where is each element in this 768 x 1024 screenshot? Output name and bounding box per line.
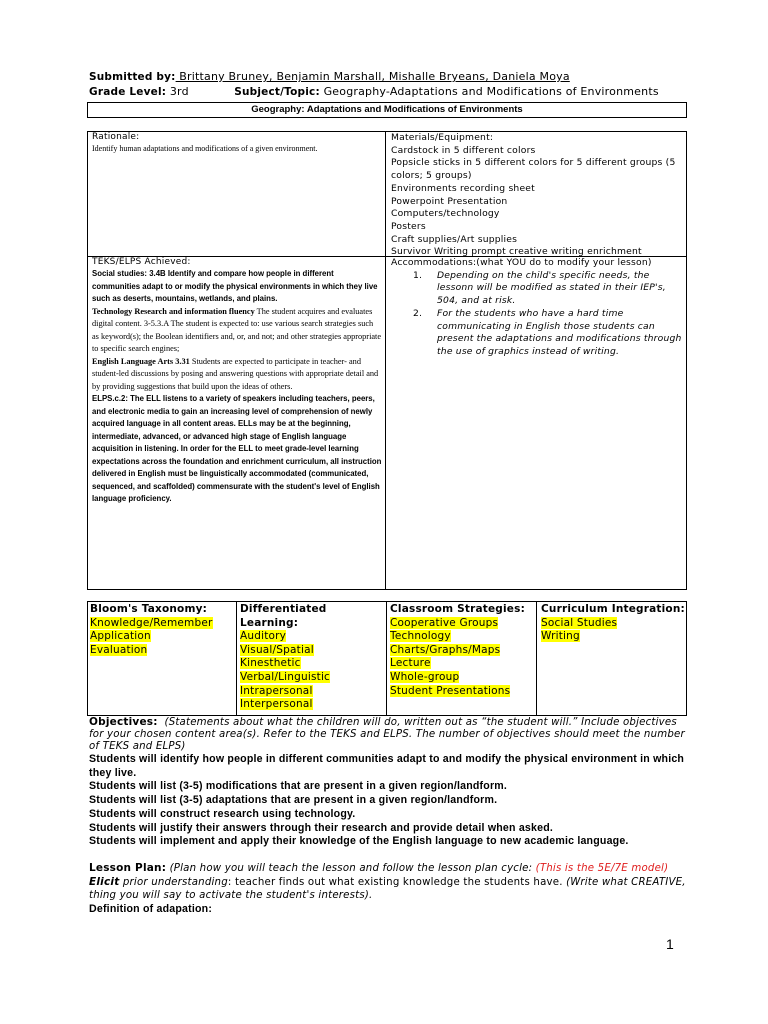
definition-heading: Definition of adapation: <box>89 903 213 916</box>
differentiated-item: Auditory <box>240 630 287 643</box>
lesson-plan-label: Lesson Plan: <box>89 862 167 874</box>
blooms-heading: Bloom's Taxonomy: <box>90 603 208 615</box>
submitted-names: Brittany Bruney, Benjamin Marshall, Mishalle Bryeans, Daniela Moya <box>175 70 570 83</box>
integration-item: Social Studies <box>541 616 618 629</box>
strategies-column <box>390 603 534 698</box>
strategies-item: Cooperative Groups <box>390 616 499 629</box>
blooms-column <box>90 603 234 657</box>
elicit-note: (Write what CREATIVE, thing you will say to activate the student's interests). <box>89 876 686 902</box>
teks-elps: ELPS.c.2: The ELL listens to a variety of speakers including teachers, peers, and electronic media to gain an increasing level of comprehension of newly acquired language in all content areas. ELLs may be at the beginning, intermediate, advanced, or advanced high stage of English language acquisition in listening. In order for the ELL to meet grade-level learning expectations across the foundation and enrichment curriculum, all instruction delivered in English must be linguistically accommodated (communicated, sequenced, and scaffolded) commensurate with the student's level of English language proficiency. <box>92 394 382 503</box>
materials-item: Craft supplies/Art supplies <box>391 233 518 245</box>
materials-label: Materials/Equipment: <box>391 132 494 143</box>
teks-social-studies: Social studies: 3.4B Identify and compare how people in different communities adapt to or modify the physical environments in which they live such as deserts, mountains, wetlands, and plains. <box>92 269 378 303</box>
lesson-plan-model-note: (This is the 5E/7E model) <box>535 863 669 874</box>
teks-technology-body: The student acquires and evaluates digital content. 3-5.3.A The student is expected to: use various search strategies such as keyword(s); the Boolean identifiers and, or, and not; and other strategies appropriate to specific search engines; <box>92 306 382 353</box>
differentiated-item: Kinesthetic <box>240 657 301 670</box>
integration-heading: Curriculum Integration: <box>541 603 685 615</box>
materials-item: Posters <box>391 220 426 232</box>
differentiated-item: Intrapersonal <box>240 684 313 697</box>
differentiated-column <box>240 603 384 712</box>
objectives-note: (Statements about what the children will do, written out as “the student will.” Include objectives for your chosen content area(s). Refer to the TEKS and ELPS. The number of objectives should meet the number of TEKS and ELPS) <box>89 717 685 752</box>
taxonomy-divider <box>236 601 237 716</box>
page-number: 1 <box>666 936 674 952</box>
grade-label: Grade Level: <box>89 86 167 98</box>
list-text: Depending on the child's specific needs, the lessonn will be modified as stated in their IEP's, 504, and at risk. <box>437 269 666 307</box>
materials-item: Powerpoint Presentation <box>391 195 508 207</box>
blooms-item: Evaluation <box>90 643 148 656</box>
differentiated-item: Interpersonal <box>240 698 313 711</box>
list-item <box>391 270 683 308</box>
subject-value: Geography-Adaptations and Modifications of Environments <box>323 85 659 98</box>
taxonomy-divider <box>536 601 537 716</box>
accommodations-label: Accommodations:(what YOU do to modify your lesson) <box>391 257 652 268</box>
elicit-prior: prior understanding <box>119 876 228 888</box>
objectives-section <box>89 716 689 849</box>
strategies-item: Whole-group <box>390 670 460 683</box>
objective-item: Students will implement and apply their knowledge of the English language to new academic language. <box>89 835 629 848</box>
strategies-heading: Classroom Strategies: <box>390 603 525 615</box>
teks-ela <box>92 356 382 394</box>
objective-item: Students will list (3-5) adaptations that are present in a given region/landform. <box>89 794 498 807</box>
teks-technology <box>92 306 382 356</box>
teks-ela-head: English Language Arts 3.31 <box>92 356 190 366</box>
grade-value: 3rd <box>169 85 189 98</box>
strategies-item: Student Presentations <box>390 684 511 697</box>
submitted-by-line <box>89 70 570 83</box>
strategies-item: Charts/Graphs/Maps <box>390 643 501 656</box>
teks-ela-body: Students are expected to participate in teacher- and student-led discussions by posing and answering questions with appropriate detail and by providing suggestions that build upon the ideas of others. <box>92 356 379 391</box>
materials-item: Cardstock in 5 different colors <box>391 144 536 156</box>
teks-cell <box>92 257 382 506</box>
teks-technology-head: Technology Research and information fluency <box>92 306 255 316</box>
materials-item: Survivor Writing prompt creative writing enrichment <box>391 246 642 258</box>
integration-column <box>541 603 685 644</box>
taxonomy-divider <box>386 601 387 716</box>
accommodations-list <box>391 270 683 359</box>
materials-item: Popsicle sticks in 5 different colors for 5 different groups (5 colors; 5 groups) <box>391 157 676 182</box>
submitted-label: Submitted by: <box>89 71 176 83</box>
differentiated-item: Verbal/Linguistic <box>240 670 331 683</box>
materials-item: Computers/technology <box>391 208 500 220</box>
elicit-label: Elicit <box>89 875 120 888</box>
integration-item: Writing <box>541 630 580 643</box>
teks-label: TEKS/ELPS Achieved: <box>92 257 191 267</box>
lesson-plan-note: (Plan how you will teach the lesson and follow the lesson plan cycle: <box>169 863 536 874</box>
strategies-item: Lecture <box>390 657 431 670</box>
objective-item: Students will identify how people in different communities adapt to and modify the physical environment in which they live. <box>89 753 685 779</box>
rationale-label: Rationale: <box>92 132 140 142</box>
strategies-item: Technology <box>390 630 451 643</box>
rationale-text: Identify human adaptations and modifications of a given environment. <box>92 144 318 153</box>
objective-item: Students will construct research using technology. <box>89 807 356 820</box>
table-divider-vertical <box>385 131 386 590</box>
accommodations-cell <box>391 257 683 359</box>
list-number: 2. <box>413 307 423 319</box>
lesson-plan-section <box>89 862 689 917</box>
objectives-label: Objectives: <box>89 716 158 728</box>
blooms-item: Application <box>90 630 151 643</box>
blooms-item: Knowledge/Remember <box>90 616 213 629</box>
list-item <box>391 308 683 359</box>
list-number: 1. <box>413 269 423 281</box>
materials-cell <box>391 132 683 259</box>
rationale-cell <box>92 132 382 154</box>
differentiated-item: Visual/Spatial <box>240 643 314 656</box>
list-text: For the students who have a hard time communicating in English those students can present the adaptations and modifications through the use of graphics instead of writing. <box>437 307 682 357</box>
document-title: Geography: Adaptations and Modifications of Environments <box>87 102 687 118</box>
differentiated-heading: Differentiated Learning: <box>240 603 327 629</box>
subject-label: Subject/Topic: <box>234 86 320 98</box>
elicit-text: : teacher finds out what existing knowledge the students have. <box>227 876 563 888</box>
objective-item: Students will justify their answers through their research and provide detail when asked. <box>89 821 554 834</box>
objective-item: Students will list (3-5) modifications that are present in a given region/landform. <box>89 780 508 793</box>
materials-item: Environments recording sheet <box>391 182 535 194</box>
grade-subject-line <box>89 85 659 98</box>
